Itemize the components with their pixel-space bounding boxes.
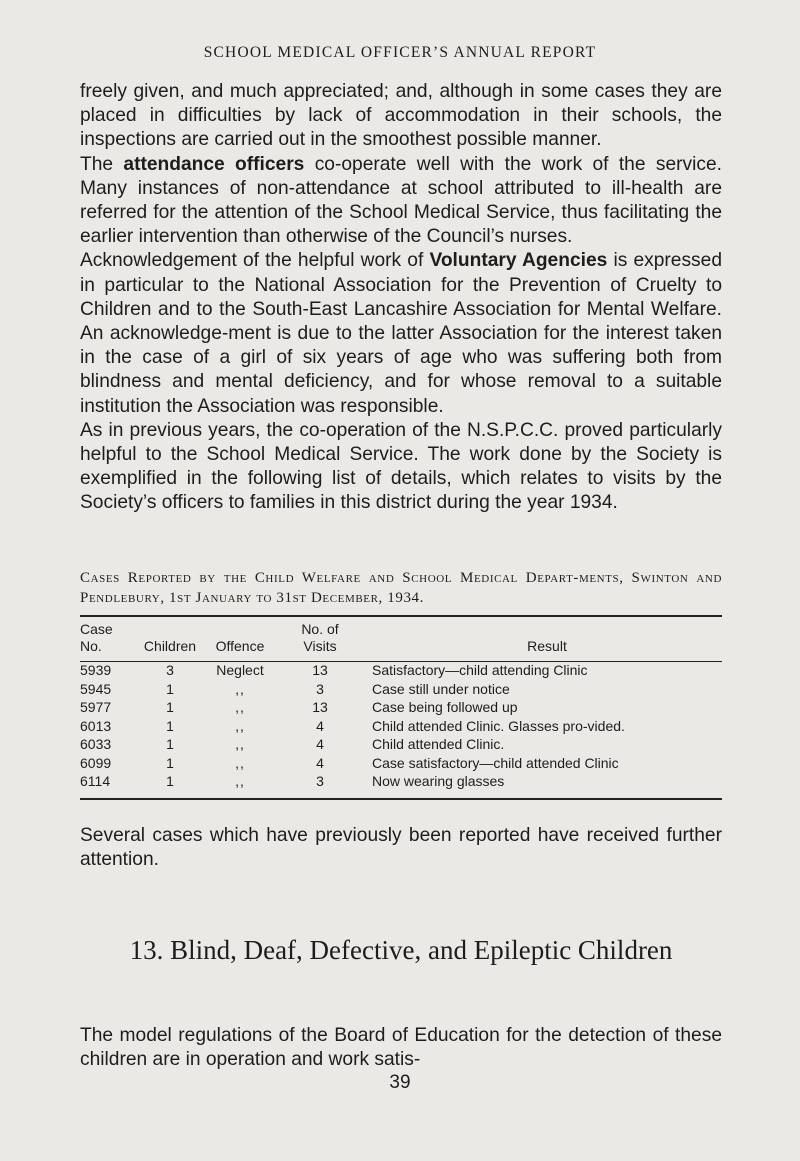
case-no-cell: 5945 bbox=[80, 680, 112, 697]
table-caption: Cases Reported by the Child Welfare and School Medical Depart-ments, Swinton and Pendlebury, 1st January to 31st December, 1934. bbox=[80, 570, 722, 606]
running-head: SCHOOL MEDICAL OFFICER’S ANNUAL REPORT bbox=[203, 44, 597, 61]
body-paragraph bbox=[80, 249, 722, 418]
case-no-cell: 6033 bbox=[80, 736, 112, 752]
table-row bbox=[80, 699, 722, 718]
offence-cell: Neglect bbox=[216, 662, 264, 678]
section-intro-paragraph: The model regulations of the Board of Education for the detection of these children are in operation and work satis- bbox=[80, 1025, 722, 1071]
text-run: Acknowledgement of the helpful work of bbox=[80, 250, 430, 272]
bold-term: Voluntary Agencies bbox=[429, 250, 608, 272]
header-result: Result bbox=[527, 638, 567, 654]
offence-cell: ,, bbox=[235, 773, 245, 789]
children-cell: 3 bbox=[166, 662, 174, 678]
body-paragraph bbox=[80, 153, 722, 250]
children-cell: 1 bbox=[166, 754, 174, 771]
visits-cell: 3 bbox=[316, 773, 324, 789]
offence-cell: ,, bbox=[235, 699, 245, 715]
table-row bbox=[80, 718, 722, 737]
children-cell: 1 bbox=[166, 736, 174, 752]
visits-cell: 4 bbox=[316, 754, 324, 771]
children-cell: 1 bbox=[166, 699, 174, 715]
visits-cell: 4 bbox=[316, 717, 324, 734]
text-run: freely given, and much appreciated; and, although in some cases they are placed in difficulties by lack of accommodation in their schools, the inspections are carried out in the smoothest possible manner. bbox=[80, 81, 722, 151]
after-table-paragraph: Several cases which have previously been reported have received further attention. bbox=[80, 825, 722, 871]
text-run: As in previous years, the co-operation of the N.S.P.C.C. proved particularly helpful to the School Medical Service. The work done by the Society is exemplified in the following list of details, which relates to visits by the Society’s officers to families in this district during the year 1934. bbox=[80, 419, 722, 514]
body-text bbox=[80, 80, 722, 516]
case-no-cell: 6114 bbox=[80, 773, 111, 789]
header-offence: Offence bbox=[215, 638, 265, 654]
children-cell: 1 bbox=[166, 717, 174, 734]
children-cell: 1 bbox=[166, 680, 174, 697]
offence-cell: ,, bbox=[235, 717, 245, 734]
text-run: The bbox=[80, 153, 124, 175]
table-row bbox=[80, 736, 722, 755]
offence-cell: ,, bbox=[235, 680, 245, 697]
bold-term: attendance officers bbox=[123, 153, 305, 175]
result-cell: Case being followed up bbox=[372, 699, 518, 715]
body-paragraph bbox=[80, 419, 722, 516]
table-row bbox=[80, 681, 722, 700]
case-no-cell: 5977 bbox=[80, 699, 112, 715]
visits-cell: 3 bbox=[316, 680, 324, 697]
table-row bbox=[80, 662, 722, 681]
result-cell: Satisfactory—child attending Clinic bbox=[372, 662, 588, 678]
text-run: co-operate well with the work of the service. Many instances of non-attendance at school attributed to ill-health are referred for the attention of the School Medical Service, thus facilitating the earlier intervention than otherwise of the Council’s nurses. bbox=[80, 153, 722, 248]
offence-cell: ,, bbox=[235, 754, 245, 771]
header-visits: No. of Visits bbox=[301, 621, 339, 654]
result-cell: Child attended Clinic. Glasses pro-vided. bbox=[372, 717, 625, 734]
children-cell: 1 bbox=[166, 773, 174, 789]
case-no-cell: 6099 bbox=[80, 754, 112, 771]
header-children: Children bbox=[143, 638, 197, 654]
offence-cell: ,, bbox=[235, 736, 245, 752]
text-run: is expressed in particular to the National Association for the Prevention of Cruelty to Children and to the South-East Lancashire Association for Mental Welfare. An acknowledge-ment is due to the latter Association for the interest taken in the case of a girl of six years of age who was suffering both from blindness and mental deficiency, and for whose removal to a suitable institution the Association was responsible. bbox=[80, 250, 722, 417]
header-case-no: Case No. bbox=[80, 621, 113, 654]
visits-cell: 13 bbox=[312, 662, 328, 678]
table-bottom-rule bbox=[80, 798, 722, 800]
body-paragraph bbox=[80, 80, 722, 153]
table-header-row bbox=[80, 617, 722, 661]
page-number: 39 bbox=[389, 1072, 411, 1093]
result-cell: Case satisfactory—child attended Clinic bbox=[372, 754, 619, 771]
visits-cell: 13 bbox=[312, 699, 328, 715]
table-row bbox=[80, 755, 722, 774]
case-no-cell: 6013 bbox=[80, 717, 112, 734]
section-heading: 13. Blind, Deaf, Defective, and Epileptic Children bbox=[129, 935, 673, 965]
cases-table bbox=[80, 615, 722, 800]
case-no-cell: 5939 bbox=[80, 662, 112, 678]
result-cell: Child attended Clinic. bbox=[372, 736, 505, 752]
visits-cell: 4 bbox=[316, 736, 324, 752]
result-cell: Case still under notice bbox=[372, 680, 510, 697]
result-cell: Now wearing glasses bbox=[372, 773, 505, 789]
table-row bbox=[80, 773, 722, 792]
